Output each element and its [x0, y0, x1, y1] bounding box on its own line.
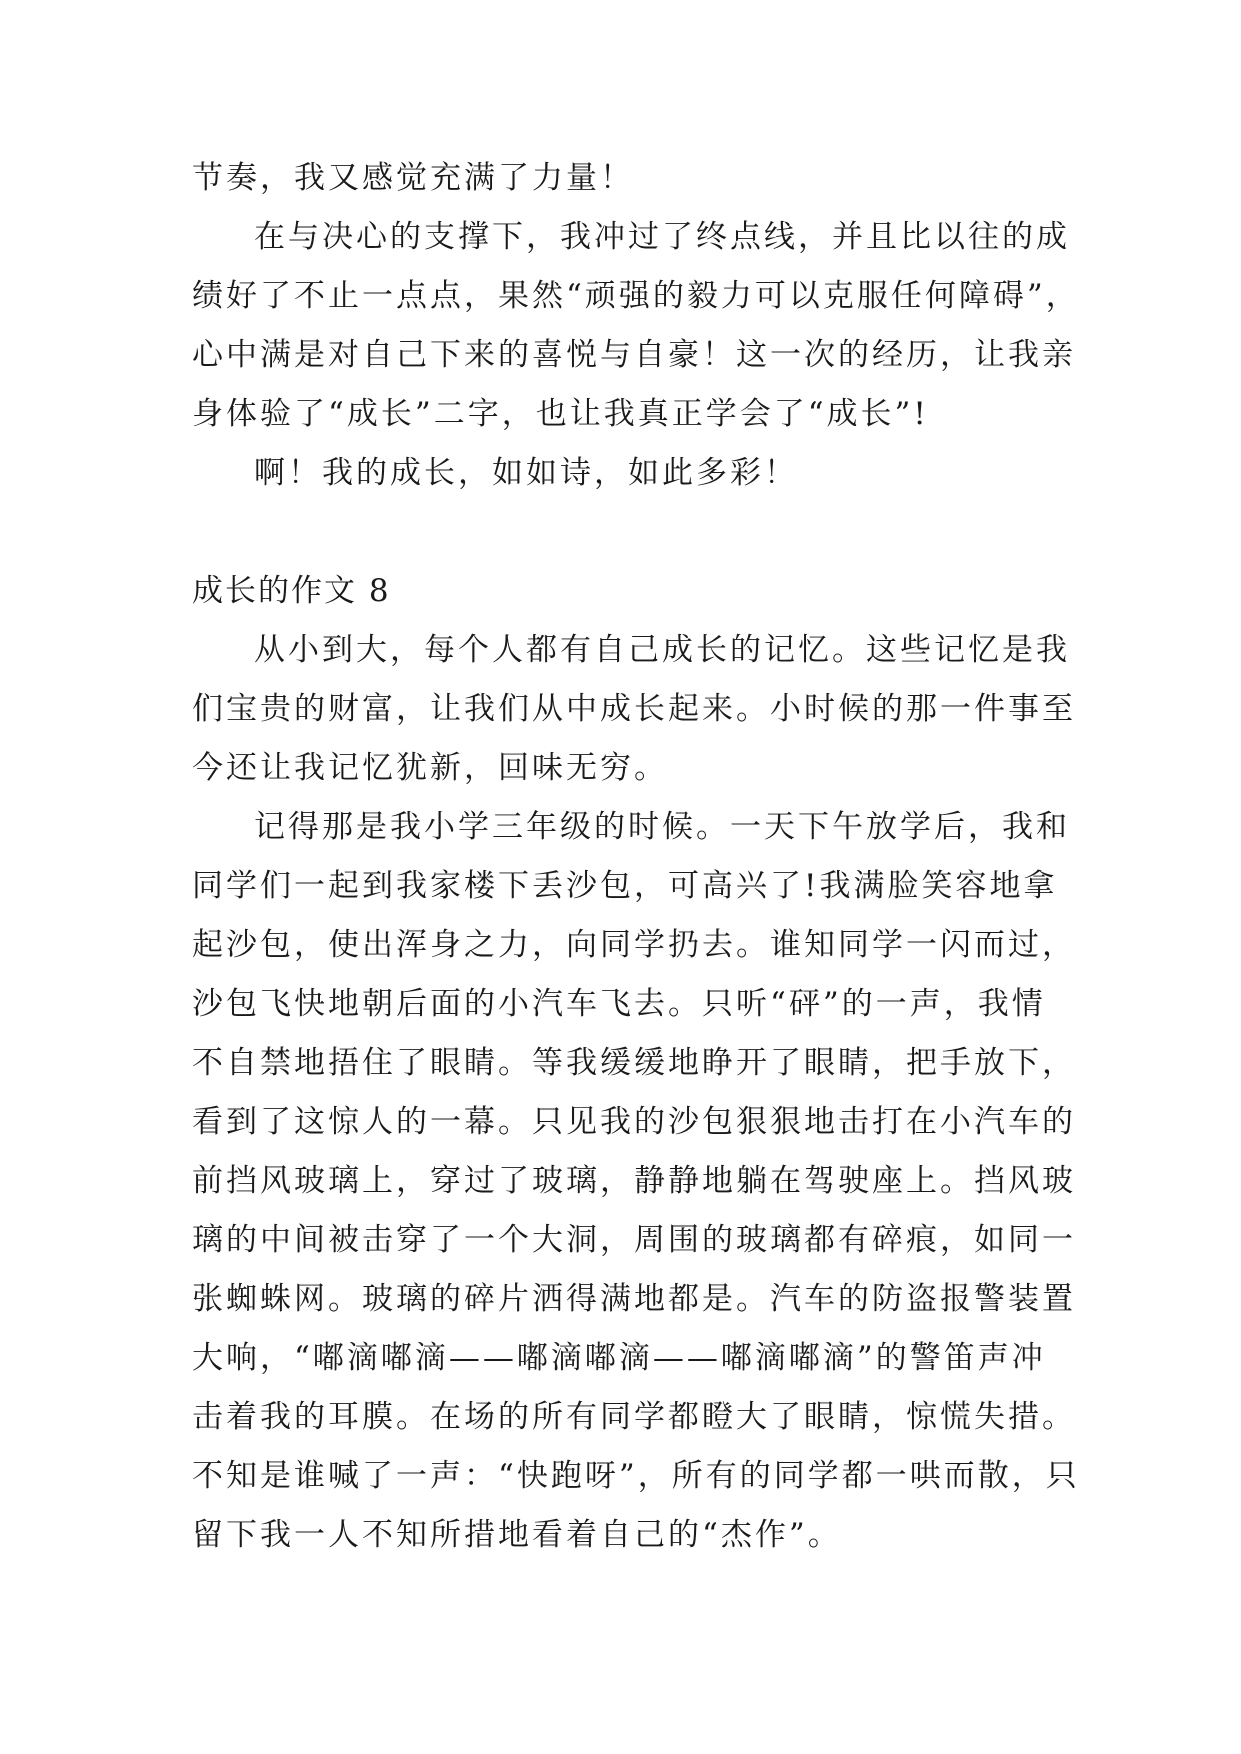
paragraph-line: 心中满是对自己下来的喜悦与自豪！这一次的经历，让我亲 — [192, 337, 1076, 373]
section-title: 成长的作文 8 — [192, 573, 391, 609]
paragraph-line: 不知是谁喊了一声：“快跑呀”，所有的同学都一哄而散，只 — [192, 1458, 1080, 1494]
paragraph-line: 击着我的耳膜。在场的所有同学都瞪大了眼睛，惊慌失措。 — [192, 1399, 1076, 1435]
paragraph-line: 同学们一起到我家楼下丢沙包，可高兴了!我满脸笑容地拿 — [192, 868, 1058, 904]
paragraph-line: 看到了这惊人的一幕。只见我的沙包狠狠地击打在小汽车的 — [192, 1104, 1076, 1140]
paragraph-line: 今还让我记忆犹新，回味无穷。 — [192, 750, 668, 786]
paragraph-line: 从小到大，每个人都有自己成长的记忆。这些记忆是我 — [254, 632, 1070, 668]
paragraph-line: 不自禁地捂住了眼睛。等我缓缓地睁开了眼睛，把手放下， — [192, 1045, 1076, 1081]
paragraph-line: 绩好了不止一点点，果然“顽强的毅力可以克服任何障碍”， — [192, 278, 1080, 314]
paragraph-line: 前挡风玻璃上，穿过了玻璃，静静地躺在驾驶座上。挡风玻 — [192, 1163, 1076, 1199]
paragraph-line: 记得那是我小学三年级的时候。一天下午放学后，我和 — [254, 809, 1070, 845]
paragraph-line: 们宝贵的财富，让我们从中成长起来。小时候的那一件事至 — [192, 691, 1076, 727]
paragraph-line: 节奏，我又感觉充满了力量！ — [192, 160, 634, 196]
paragraph-line: 沙包飞快地朝后面的小汽车飞去。只听“砰”的一声，我情 — [192, 986, 1046, 1022]
paragraph-line: 起沙包，使出浑身之力，向同学扔去。谁知同学一闪而过， — [192, 927, 1076, 963]
paragraph-line: 在与决心的支撑下，我冲过了终点线，并且比以往的成 — [254, 219, 1070, 255]
paragraph-line: 啊！我的成长，如如诗，如此多彩！ — [254, 455, 798, 491]
paragraph-line: 大响，“嘟滴嘟滴——嘟滴嘟滴——嘟滴嘟滴”的警笛声冲 — [192, 1340, 1046, 1376]
paragraph-line: 张蜘蛛网。玻璃的碎片洒得满地都是。汽车的防盗报警装置 — [192, 1281, 1076, 1317]
paragraph-line: 留下我一人不知所措地看着自己的“杰作”。 — [192, 1517, 842, 1553]
paragraph-line: 璃的中间被击穿了一个大洞，周围的玻璃都有碎痕，如同一 — [192, 1222, 1076, 1258]
paragraph-line: 身体验了“成长”二字，也让我真正学会了“成长”! — [192, 396, 929, 432]
